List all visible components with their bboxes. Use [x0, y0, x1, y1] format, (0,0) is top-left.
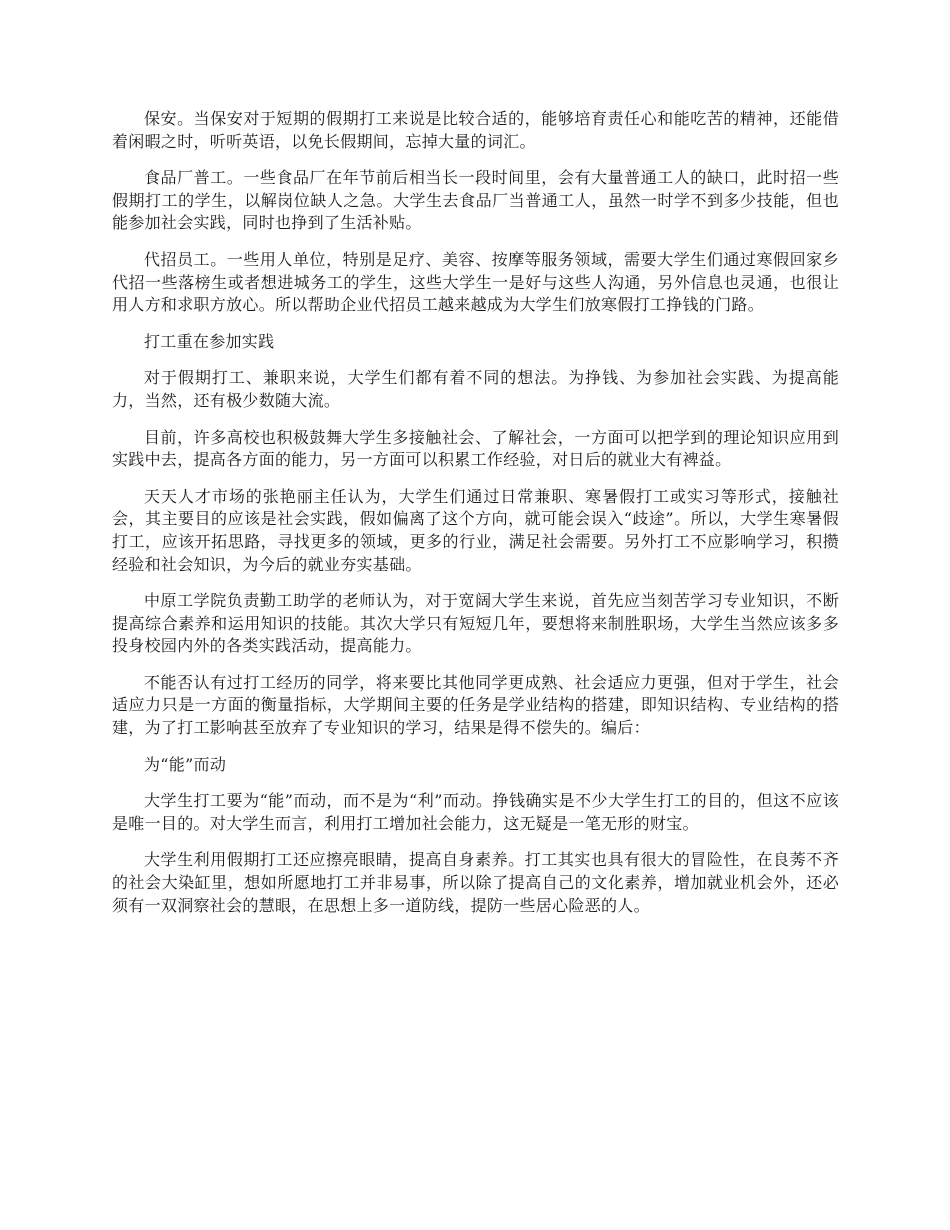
section-heading-ability: 为“能”而动 [144, 754, 227, 774]
section-heading-practice: 打工重在参加实践 [144, 331, 275, 351]
paragraph-security-guard: 保安。当保安对于短期的假期打工来说是比较合适的，能够培育责任心和能吃苦的精神，还能借着闲暇之时，听听英语，以免长假期间，忘掉大量的词汇。 [112, 109, 839, 151]
paragraph-zhongyuan: 中原工学院负责勤工助学的老师认为，对于宽阔大学生来说，首先应当刻苦学习专业知识，不断提高综合素养和运用知识的技能。其次大学只有短短几年，要想将来制胜职场，大学生当然应该多多投身校园内外的各类实践活动，提高能力。 [112, 591, 839, 656]
paragraph-talent-market: 天天人才市场的张艳丽主任认为，大学生们通过日常兼职、寒暑假打工或实习等形式，接触社会，其主要目的应该是社会实践，假如偏离了这个方向，就可能会误入“歧途”。所以，大学生寒暑假打工，应该开拓思路，寻找更多的领域，更多的行业，满足社会需要。另外打工不应影响学习，积攒经验和社会知识，为今后的就业夯实基础。 [112, 486, 839, 574]
paragraph-ability: 大学生打工要为“能”而动，而不是为“利”而动。挣钱确实是不少大学生打工的目的，但这不应该是唯一目的。对大学生而言，利用打工增加社会能力，这无疑是一笔无形的财宝。 [112, 791, 839, 833]
paragraph-adaptability: 不能否认有过打工经历的同学，将来要比其他同学更成熟、社会适应力更强，但对于学生，社会适应力只是一方面的衡量指标，大学期间主要的任务是学业结构的搭建，即知识结构、专业结构的搭建，为了打工影响甚至放弃了专业知识的学习，结果是得不偿失的。编后： [112, 672, 839, 738]
paragraph-caution: 大学生利用假期打工还应擦亮眼睛，提高自身素养。打工其实也具有很大的冒险性，在良莠不齐的社会大染缸里，想如所愿地打工并非易事，所以除了提高自己的文化素养，增加就业机会外，还必须有一双洞察社会的慧眼，在思想上多一道防线，提防一些居心险恶的人。 [112, 850, 839, 915]
paragraph-opinions: 对于假期打工、兼职来说，大学生们都有着不同的想法。为挣钱、为参加社会实践、为提高能力，当然，还有极少数随大流。 [112, 368, 839, 410]
paragraph-recruiting: 代招员工。一些用人单位，特别是足疗、美容、按摩等服务领域，需要大学生们通过寒假回家乡代招一些落榜生或者想进城务工的学生，这些大学生一是好与这些人沟通，另外信息也灵通，也很让用人方和求职方放心。所以帮助企业代招员工越来越成为大学生们放寒假打工挣钱的门路。 [112, 249, 839, 315]
paragraph-universities: 目前，许多高校也积极鼓舞大学生多接触社会、了解社会，一方面可以把学到的理论知识应用到实践中去，提高各方面的能力，另一方面可以积累工作经验，对日后的就业大有裨益。 [112, 427, 839, 470]
document-page [112, 108, 839, 931]
paragraph-food-factory: 食品厂普工。一些食品厂在年节前后相当长一段时间里，会有大量普通工人的缺口，此时招一些假期打工的学生，以解岗位缺人之急。大学生去食品厂当普通工人，虽然一时学不到多少技能，但也能参加社会实践，同时也挣到了生活补贴。 [112, 168, 839, 233]
